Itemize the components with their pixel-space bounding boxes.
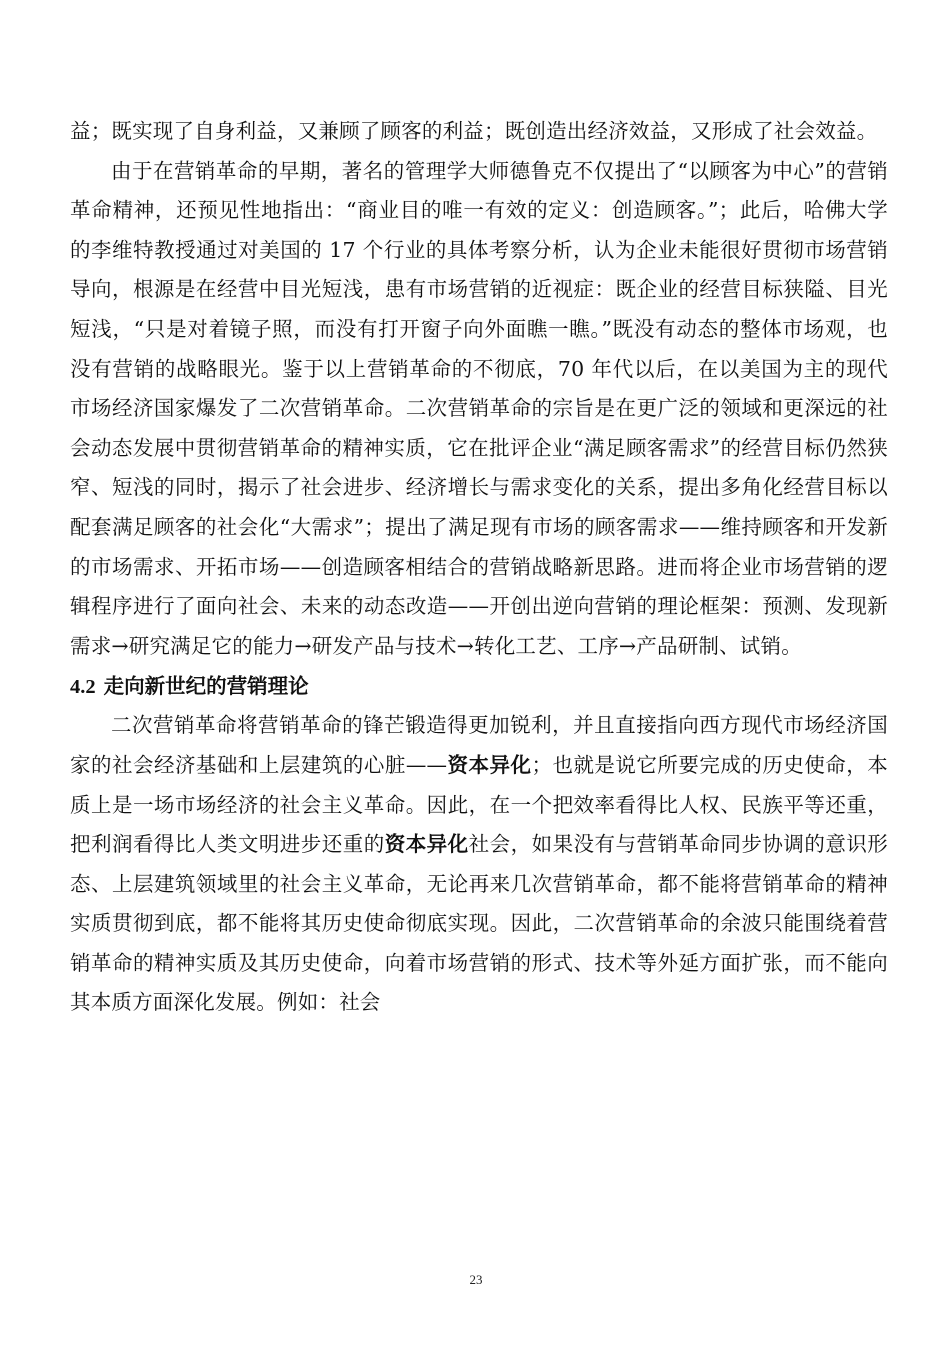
paragraph-text-part-1: 二次营销革命将营销革命的锋芒锻造得更加锐利，并且直接指向西方现代市场经济国家的社会经济基础和上层建筑的心脏—— <box>70 713 888 777</box>
page-number: 23 <box>469 1272 483 1287</box>
paragraph-continuation: 益；既实现了自身利益，又兼顾了顾客的利益；既创造出经济效益，又形成了社会效益。 <box>70 119 878 143</box>
emphasis-capital-alienation-2: 资本异化 <box>384 832 469 857</box>
page-body <box>70 112 888 1023</box>
emphasis-capital-alienation-1: 资本异化 <box>447 752 532 777</box>
section-title: 走向新世纪的营销理论 <box>103 674 309 699</box>
paragraph-marketing-revolution: 由于在营销革命的早期，著名的管理学大师德鲁克不仅提出了“以顾客为中心”的营销革命精神，还预见性地指出：“商业目的唯一有效的定义：创造顾客。”；此后，哈佛大学的李维特教授通过对美国的 17 个行业的具体考察分析，认为企业未能很好贯彻市场营销导向，根源是在经营中目光短浅，患有市场营销的近视症：既企业的经营目标狭隘、目光短浅，“只是对着镜子照，而没有打开窗子向外面瞧一瞧。”既没有动态的整体市场观，也没有营销的战略眼光。鉴于以上营销革命的不彻底，70 年代以后，在以美国为主的现代市场经济国家爆发了二次营销革命。二次营销革命的宗旨是在更广泛的领域和更深远的社会动态发展中贯彻营销革命的精神实质，它在批评企业“满足顾客需求”的经营目标仍然狭窄、短浅的同时，揭示了社会进步、经济增长与需求变化的关系，提出多角化经营目标以配套满足顾客的社会化“大需求”；提出了满足现有市场的顾客需求——维持顾客和开发新的市场需求、开拓市场——创造顾客相结合的营销战略新思路。进而将企业市场营销的逻辑程序进行了面向社会、未来的动态改造——开创出逆向营销的理论框架：预测、发现新需求→研究满足它的能力→研发产品与技术→转化工艺、工序→产品研制、试销。 <box>70 158 888 658</box>
section-heading <box>70 666 888 706</box>
paragraph-second-revolution <box>70 706 888 1023</box>
paragraph-text-part-2: ；也就是说它所要完成的历史使命，本质上是一场市场经济的社会主义革命。因此，在一个把效率看得比人权、民族平等还重，把利润看得比人类文明进步还重的 <box>70 752 888 857</box>
section-number: 4.2 <box>70 676 96 699</box>
paragraph-text-part-3: 社会，如果没有与营销革命同步协调的意识形态、上层建筑领域里的社会主义革命，无论再来几次营销革命，都不能将营销革命的精神实质贯彻到底，都不能将其历史使命彻底实现。因此，二次营销革命的余波只能围绕着营销革命的精神实质及其历史使命，向着市场营销的形式、技术等外延方面扩张，而不能向其本质方面深化发展。例如：社会 <box>70 832 888 1015</box>
